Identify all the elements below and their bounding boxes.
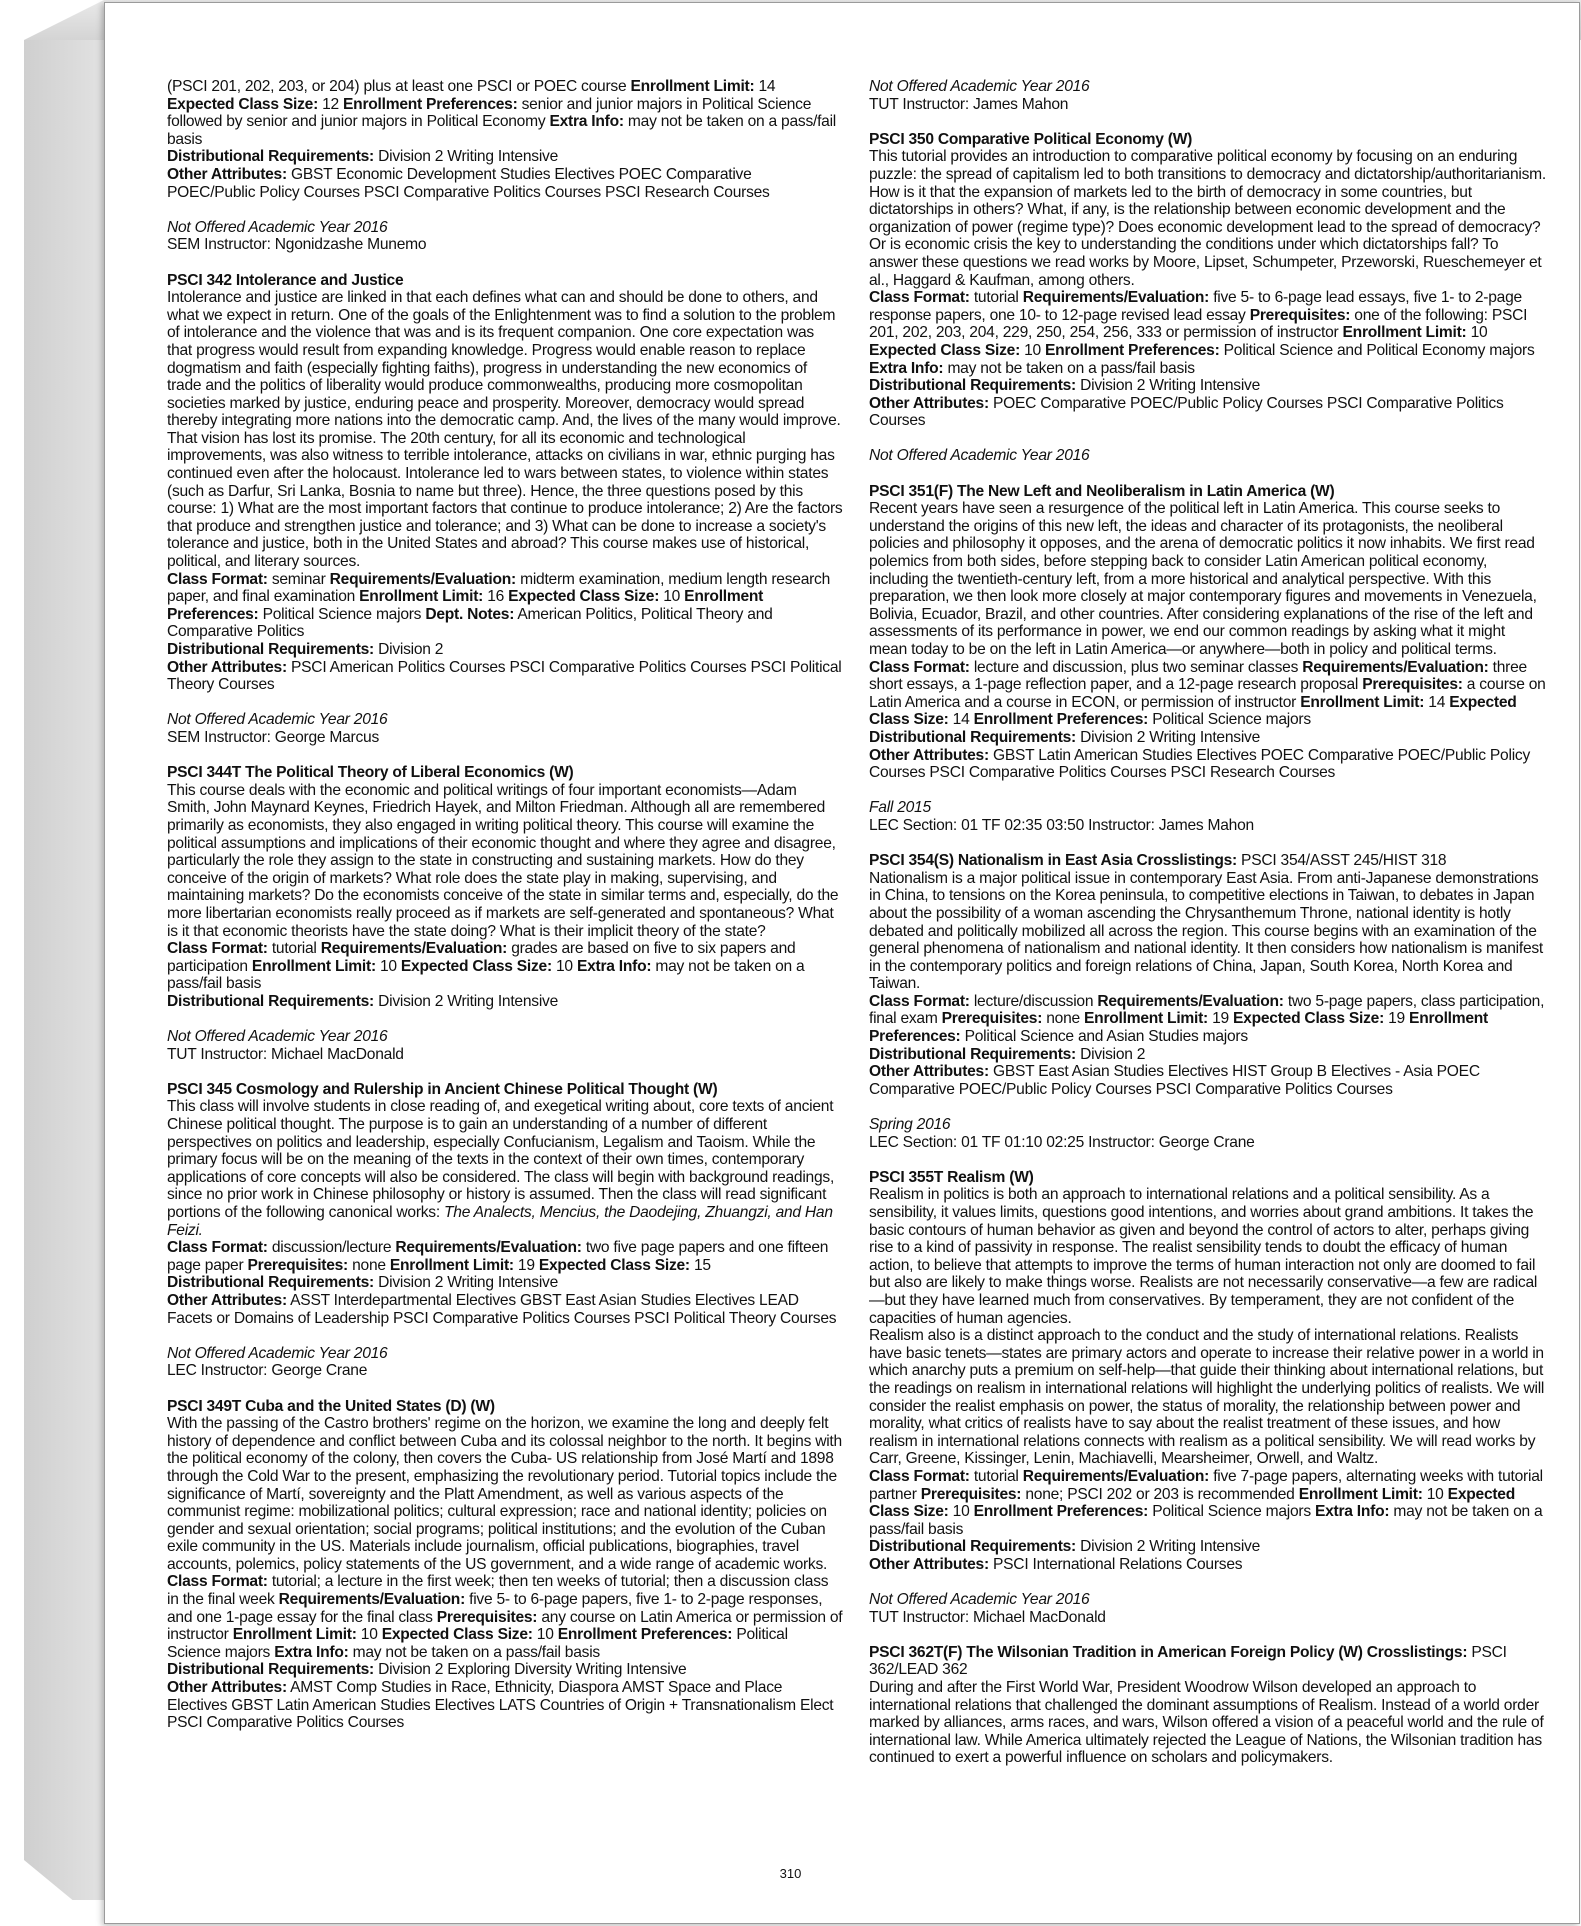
bold-text: Distributional Requirements: (869, 1045, 1077, 1063)
body-text: Political Science majors (1148, 711, 1311, 729)
bold-text: Prerequisites: (1249, 306, 1351, 324)
bold-text: Enrollment Limit: (389, 1256, 514, 1274)
body-text: PSCI 362/LEAD 362 (869, 1643, 1507, 1679)
body-text: seminar (267, 570, 330, 588)
bold-text: Class Format: (167, 1239, 268, 1257)
course-entry (167, 1028, 843, 1063)
entry-paragraph (869, 747, 1547, 782)
bold-text: Enrollment Preferences: (557, 1626, 733, 1644)
body-text: two five page papers and one fifteen page paper (167, 1239, 829, 1274)
bold-text: Expected Class Size: (400, 957, 552, 975)
entry-paragraph (869, 659, 1547, 729)
entry-paragraph (869, 729, 1547, 747)
body-text: tutorial (969, 1467, 1023, 1485)
bold-text: PSCI 345 Cosmology and Rulership in Ancient Chinese Political Thought (W) (167, 1080, 718, 1098)
body-text: GBST Economic Development Studies Electives POEC Comparative POEC/Public Policy Courses PSCI Comparative Politics Courses PSCI Research Courses (167, 165, 770, 201)
bold-text: Dept. Notes: (425, 605, 515, 623)
bold-text: Distributional Requirements: (869, 377, 1077, 395)
body-text: tutorial; a lecture in the first week; then ten weeks of tutorial; then a discussion class in the final week (167, 1573, 829, 1609)
entry-paragraph (167, 1046, 843, 1064)
body-text: may not be taken on a pass/fail basis (869, 1503, 1543, 1538)
body-text: may not be taken on a pass/fail basis (167, 957, 805, 993)
entry-paragraph (869, 817, 1547, 835)
entry-paragraph (869, 1556, 1547, 1574)
bold-text: Expected Class Size: (538, 1256, 690, 1274)
italic-text: Not Offered Academic Year 2016 (167, 1344, 388, 1362)
bold-text: Expected Class Size: (381, 1626, 533, 1644)
entry-paragraph (167, 1679, 843, 1732)
body-text: 10 (659, 588, 685, 606)
entry-paragraph (869, 799, 1547, 817)
entry-paragraph (869, 1538, 1547, 1556)
body-text: 10 (1422, 1485, 1448, 1503)
body-text: two 5-page papers, class participation, final exam (869, 992, 1545, 1028)
entry-paragraph (869, 1046, 1547, 1064)
bold-text: PSCI 354(S) Nationalism in East Asia Crosslistings: (869, 852, 1237, 870)
body-text: 19 (513, 1256, 539, 1274)
bold-text: Prerequisites: (941, 1010, 1043, 1028)
body-text: 10 (532, 1626, 558, 1644)
body-text: Intolerance and justice are linked in that each defines what can and should be done to others, and what we expect in return. One of the goals of the Enlightenment was to find a solution to the problem of intolerance and the violence that was and is its frequent companion. One core expectation was that progress would result from expanding knowledge. Progress would enable reason to replace dogmatism and faith (especially fighting faiths), progress in understanding the new economics of trade and the politics of liberality would produce commonwealths, producing more cosmopolitan societies marked by justice, enduring peace and prosperity. Moreover, democracy would spread thereby integrating more nations into the democratic camp. And, the lives of the many would improve. That vision has lost its promise. The 20th century, for all its economic and technological improvements, was also witness to terrible intolerance, attacks on civilians in war, ethnic purging has continued even after the holocaust. Intolerance led to wars between states, to violence within states (such as Darfur, Sri Lanka, Bosnia to name but three). Hence, the three questions posed by this course: 1) What are the most important factors that continue to produce intolerance; 2) Are the factors that produce and strengthen justice and tolerance; and 3) What can be done to increase a society's tolerance and justice, both in the United States and abroad? This course makes use of historical, political, and literary sources. (167, 289, 843, 571)
bold-text: Other Attributes: (869, 394, 989, 412)
body-text: PSCI International Relations Courses (988, 1555, 1243, 1573)
entry-paragraph (167, 219, 843, 237)
body-text: 19 (1384, 1010, 1410, 1028)
body-text: 10 (356, 1626, 382, 1644)
bold-text: Expected Class Size: (1233, 1010, 1385, 1028)
entry-paragraph (167, 1292, 843, 1327)
body-text: 10 (551, 957, 577, 975)
course-entry (167, 219, 843, 254)
body-text: may not be taken on a pass/fail basis (167, 113, 837, 148)
bold-text: Requirements/Evaluation: (395, 1239, 582, 1257)
bold-text: PSCI 351(F) The New Left and Neoliberalism in Latin America (W) (869, 482, 1335, 500)
body-text: Division 2 Writing Intensive (1076, 728, 1261, 746)
bold-text: Other Attributes: (167, 1679, 287, 1697)
entry-paragraph (167, 1415, 843, 1573)
body-text: Division 2 Writing Intensive (1076, 377, 1261, 395)
body-text: SEM Instructor: George Marcus (167, 728, 379, 746)
bold-text: Expected Class Size: (869, 693, 1517, 729)
bold-text: PSCI 350 Comparative Political Economy (W) (869, 130, 1193, 148)
body-text: five 7-page papers, alternating weeks with tutorial partner (869, 1467, 1543, 1503)
bold-text: Prerequisites: (920, 1485, 1022, 1503)
body-text: Division 2 (1076, 1045, 1146, 1063)
bold-text: Expected Class Size: (869, 1485, 1516, 1521)
body-text: none (1042, 1010, 1085, 1028)
entry-paragraph (167, 659, 843, 694)
bold-text: Enrollment Limit: (1084, 1010, 1208, 1028)
body-text: POEC Comparative POEC/Public Policy Courses PSCI Comparative Politics Courses (869, 394, 1504, 430)
bold-text: Enrollment Preferences: (973, 711, 1149, 729)
body-text: 14 (948, 711, 974, 729)
body-text: AMST Comp Studies in Race, Ethnicity, Diaspora AMST Space and Place Electives GBST Latin American Studies Electives LATS Countries of Origin + Transnationalism Elect PSCI Comparative Politics Courses (167, 1679, 834, 1732)
body-text: 10 (1020, 341, 1046, 359)
entry-paragraph (869, 1468, 1547, 1538)
entry-paragraph (869, 96, 1547, 114)
entry-paragraph (869, 1679, 1547, 1767)
bold-text: Expected Class Size: (869, 341, 1021, 359)
bold-text: Enrollment Limit: (1298, 1485, 1423, 1503)
bold-text: Class Format: (167, 940, 268, 958)
entry-paragraph (167, 993, 843, 1011)
bold-text: Extra Info: (576, 957, 652, 975)
bold-text: Requirements/Evaluation: (329, 570, 517, 588)
body-text: Division 2 Exploring Diversity Writing Intensive (374, 1661, 687, 1679)
body-text: may not be taken on a pass/fail basis (943, 359, 1195, 377)
bold-text: Other Attributes: (167, 165, 287, 183)
course-entry (167, 272, 843, 694)
bold-text: Requirements/Evaluation: (278, 1591, 466, 1609)
bold-text: Distributional Requirements: (869, 1538, 1077, 1556)
bold-text: Requirements/Evaluation: (1302, 658, 1489, 676)
entry-paragraph (167, 940, 843, 993)
body-text: tutorial (267, 940, 321, 958)
entry-paragraph (167, 78, 843, 148)
bold-text: Expected Class Size: (167, 95, 319, 113)
course-entry (167, 78, 843, 201)
body-text: This class will involve students in close reading of, and exegetical writing about, core texts of ancient Chinese political thought. The purpose is to gain an understanding of a number of different perspectives on politics and leadership, especially Confucianism, Legalism and Taoism. While the primary focus will be on the meaning of the texts in the context of their own times, contemporary applications of core concepts will also be considered. The class will begin with background readings, since no prior work in Chinese philosophy or history is assumed. Then the class will read significant portions of the following canonical works: (167, 1098, 835, 1221)
entry-paragraph (869, 500, 1547, 658)
body-text: lecture/discussion (969, 992, 1098, 1010)
body-text: 10 (375, 957, 401, 975)
entry-paragraph (869, 1609, 1547, 1627)
body-text: 14 (754, 78, 776, 95)
body-text: three short essays, a 1-page reflection paper, and a 12-page research proposal (869, 658, 1527, 694)
course-entry (869, 131, 1547, 430)
course-entry (869, 447, 1547, 465)
body-text: senior and junior majors in Political Science followed by senior and junior majors in Political Economy (167, 95, 812, 131)
bold-text: PSCI 355T Realism (W) (869, 1168, 1034, 1186)
body-text: grades are based on five to six papers and participation (167, 940, 796, 975)
italic-text: Not Offered Academic Year 2016 (167, 218, 388, 236)
entry-paragraph (167, 641, 843, 659)
italic-text: Spring 2016 (869, 1116, 951, 1134)
body-text: Division 2 Writing Intensive (1076, 1538, 1261, 1556)
entry-paragraph (167, 1362, 843, 1380)
body-text: one of the following: PSCI 201, 202, 203, 204, 229, 250, 254, 256, 333 or permission of instructor (869, 306, 1528, 342)
entry-paragraph (167, 272, 843, 290)
body-text: (PSCI 201, 202, 203, or 204) plus at least one PSCI or POEC course (167, 78, 631, 95)
bold-text: Distributional Requirements: (167, 148, 375, 166)
body-text: none (348, 1256, 390, 1274)
entry-paragraph (869, 1644, 1547, 1679)
entry-paragraph (167, 1028, 843, 1046)
bold-text: Enrollment Preferences: (167, 588, 764, 623)
bold-text: Other Attributes: (869, 746, 989, 764)
body-text: Division 2 (374, 641, 444, 658)
body-text: This course deals with the economic and political writings of four important economists—Adam Smith, John Maynard Keynes, Friedrich Hayek, and Milton Friedman. Although all are remembered primarily as economists, they also engaged in writing political theory. This course will examine the political assumptions and implications of their economic thought and where they agree and disagree, particularly the role they assign to the state in constructing and sustaining markets. How do they conceive of the origin of markets? What role does the state play in making, supervising, and maintaining markets? Do the economists conceive of the state in similar terms and, especially, do the more libertarian economists really proceed as if markets are self-generated and spontaneous? What is it that economic theorists have the state doing? What is their implicit theory of the state? (167, 781, 839, 940)
bold-text: PSCI 344T The Political Theory of Liberal Economics (W) (167, 764, 574, 782)
body-text: TUT Instructor: James Mahon (869, 95, 1069, 113)
body-text: Division 2 Writing Intensive (374, 992, 559, 1010)
entry-paragraph (167, 764, 843, 782)
body-text: 12 (318, 95, 344, 113)
bold-text: Extra Info: (869, 359, 944, 377)
bold-text: Other Attributes: (167, 1291, 287, 1309)
body-text: 10 (1466, 324, 1488, 342)
course-entry (869, 852, 1547, 1098)
body-text: five 5- to 6-page lead essays, five 1- to 2-page response papers, one 10- to 12-page revised lead essay (869, 289, 1522, 324)
body-text: Political Science majors (167, 1626, 788, 1661)
course-entry (167, 711, 843, 746)
entry-paragraph (869, 447, 1547, 465)
body-text: any course on Latin America or permission of instructor (167, 1608, 843, 1644)
bold-text: Enrollment Preferences: (869, 1010, 1488, 1046)
body-text: none; PSCI 202 or 203 is recommended (1021, 1485, 1299, 1503)
italic-text: Not Offered Academic Year 2016 (869, 447, 1090, 465)
entry-paragraph (167, 1081, 843, 1099)
bold-text: Class Format: (869, 658, 970, 676)
bold-text: Enrollment Limit: (232, 1626, 357, 1644)
body-text: ASST Interdepartmental Electives GBST East Asian Studies Electives LEAD Facets or Domains of Leadership PSCI Comparative Politics Courses PSCI Political Theory Courses (167, 1291, 837, 1327)
body-text: This tutorial provides an introduction to comparative political economy by focusing on an enduring puzzle: the spread of capitalism led to both transitions to democracy and dictatorship/authoritarianism. How is it that the expansion of markets led to the birth of democracy in some countries, but dictatorships in others? What, if any, is the relationship between economic development and the organization of power (regime type)? Does economic development lead to the spread of democracy? Or is economic crisis the key to understanding the conditions under which dictatorships fall? To answer these questions we read works by Moore, Lipset, Schumpeter, Przeworski, Rueschemeyer et al., Haggard & Kaufman, among others. (869, 148, 1546, 289)
left-column (167, 78, 843, 1749)
body-text: With the passing of the Castro brothers' regime on the horizon, we examine the long and deeply felt history of dependence and conflict between Cuba and its colossal neighbor to the north. It begins with the political economy of the colony, then covers the Cuba- US relationship from José Martí and 1898 through the Cold War to the present, emphasizing the revolutionary period. Tutorial topics include the significance of Martí, sovereignty and the Platt Amendment, as well as various aspects of the communist regime: mobilizational politics; cultural expression; race and national identity; policies on gender and sexual orientation; social programs; political institutions; and the evolution of the Cuban exile community in the US. Materials include journalism, official publications, biographies, travel accounts, polemics, policy statements of the US government, and a wide range of academic works. (167, 1415, 842, 1573)
entry-paragraph (167, 711, 843, 729)
body-text: 14 (1424, 693, 1450, 711)
course-entry (869, 483, 1547, 782)
course-entry (869, 1116, 1547, 1151)
course-entry (167, 1081, 843, 1327)
body-text: 15 (689, 1256, 711, 1274)
bold-text: PSCI 362T(F) The Wilsonian Tradition in American Foreign Policy (W) Crosslistings: (869, 1643, 1468, 1661)
bold-text: Requirements/Evaluation: (1022, 1467, 1210, 1485)
binding-left-edge (24, 40, 104, 1900)
body-text: LEC Instructor: George Crane (167, 1362, 368, 1380)
right-column (869, 78, 1547, 1785)
bold-text: Enrollment Limit: (251, 957, 376, 975)
italic-text: The Analects, Mencius, the Daodejing, Zhuangzi, and Han Feizi. (167, 1204, 833, 1239)
body-text: Division 2 Writing Intensive (374, 1274, 559, 1292)
bold-text: Enrollment Limit: (1300, 693, 1425, 711)
body-text: GBST Latin American Studies Electives POEC Comparative POEC/Public Policy Courses PSCI Comparative Politics Courses PSCI Research Courses (869, 746, 1530, 782)
bold-text: Enrollment Preferences: (1045, 341, 1220, 359)
body-text: GBST East Asian Studies Electives HIST Group B Electives - Asia POEC Comparative POEC/Public Policy Courses PSCI Comparative Politics Courses (869, 1063, 1480, 1098)
bold-text: Enrollment Preferences: (973, 1503, 1149, 1521)
entry-paragraph (167, 1274, 843, 1292)
bold-text: Distributional Requirements: (869, 728, 1077, 746)
entry-paragraph (167, 166, 843, 201)
bold-text: PSCI 342 Intolerance and Justice (167, 271, 404, 289)
body-text: five 5- to 6-page papers, five 1- to 2-page responses, and one 1-page essay for the final class (167, 1591, 823, 1626)
entry-paragraph (167, 1239, 843, 1274)
bold-text: Enrollment Limit: (1342, 324, 1467, 342)
body-text: Realism in politics is both an approach to international relations and a political sensibility. As a sensibility, it values limits, questions good intentions, and worries about grand ambitions. It takes the basic contours of human behavior as given and beyond the control of actors to alter, perhaps giving rise to a kind of passivity in response. The realist sensibility tends to doubt the efficacy of human action, to believe that attempts to improve the terms of human interaction not only are doomed to fail but also are likely to make things worse. Realists are not necessarily conservative—a few are radical—but they have learned much from conservatives. By temperament, they are not confident of the capacities of human agencies. (869, 1186, 1538, 1327)
entry-paragraph (869, 1116, 1547, 1134)
body-text: midterm examination, medium length research paper, and final examination (167, 570, 831, 606)
body-text: discussion/lecture (267, 1239, 396, 1257)
entry-paragraph (869, 870, 1547, 993)
course-entry (869, 1169, 1547, 1574)
bold-text: Distributional Requirements: (167, 1274, 375, 1292)
entry-paragraph (167, 148, 843, 166)
entry-paragraph (869, 289, 1547, 377)
course-entry (869, 1591, 1547, 1626)
bold-text: Other Attributes: (167, 658, 287, 676)
body-text: 10 (948, 1503, 974, 1521)
body-text: a course on Latin America and a course in ECON, or permission of instructor (869, 676, 1546, 711)
body-text: TUT Instructor: Michael MacDonald (167, 1045, 404, 1063)
bold-text: Prerequisites: (436, 1608, 538, 1626)
body-text: lecture and discussion, plus two seminar classes (969, 658, 1303, 676)
body-text: During and after the First World War, President Woodrow Wilson developed an approach to international relations that challenged the dominant assumptions of Realism. Instead of a world order marked by alliances, arms races, and wars, Wilson offered a vision of a peaceful world and the rule of international law. While America ultimately rejected the League of Nations, the Wilsonian tradition has continued to exert a powerful influence on scholars and policymakers. (869, 1679, 1544, 1767)
bold-text: Extra Info: (1314, 1503, 1390, 1521)
bold-text: Distributional Requirements: (167, 1661, 375, 1679)
body-text: Realism also is a distinct approach to the conduct and the study of international relations. Realists have basic tenets—states are primary actors and operate to increase their relative power in a world in which anarchy puts a premium on self-help—that guide their thinking about international relations, but the readings on realism in international relations will highlight the underlying politics of realists. We will consider the realist emphasis on power, the status of morality, the relationship between power and morality, what critics of realists have to say about the realist treatment of these issues, and how realism in international relations connects with realism as a political sensibility. We will read works by Carr, Greene, Kissinger, Lenin, Machiavelli, Mearsheimer, Orwell, and Waltz. (869, 1327, 1545, 1468)
entry-paragraph (869, 395, 1547, 430)
bold-text: Expected Class Size: (508, 588, 660, 606)
body-text: LEC Section: 01 TF 02:35 03:50 Instructor: James Mahon (869, 816, 1254, 834)
page-number: 310 (779, 1866, 802, 1881)
bold-text: Prerequisites: (1362, 676, 1463, 694)
bold-text: Other Attributes: (869, 1063, 989, 1081)
bold-text: Distributional Requirements: (167, 641, 375, 658)
body-text: 16 (483, 588, 509, 606)
body-text: tutorial (969, 289, 1023, 307)
bold-text: Enrollment Limit: (630, 78, 755, 95)
body-text: Nationalism is a major political issue in contemporary East Asia. From anti-Japanese demonstrations in China, to tensions on the Korea peninsula, to competitive elections in Taiwan, to debates in Japan about the possibility of a woman ascending the Chrysanthemum Throne, national identity is hotly debated and politically mobilized all across the region. This course begins with an examination of the general phenomena of nationalism and national identity. It then considers how nationalism is manifest in the contemporary politics and foreign relations of China, Japan, South Korea, North Korea and Taiwan. (869, 869, 1543, 993)
body-text: Political Science and Asian Studies majors (960, 1028, 1248, 1046)
bold-text: Requirements/Evaluation: (1022, 289, 1210, 307)
bold-text: Class Format: (869, 289, 970, 307)
body-text: Political Science majors (1148, 1503, 1315, 1521)
entry-paragraph (869, 1134, 1547, 1152)
bold-text: Other Attributes: (869, 1555, 989, 1573)
entry-paragraph (167, 1661, 843, 1679)
entry-paragraph (167, 1573, 843, 1661)
entry-paragraph (869, 1186, 1547, 1327)
body-text: Recent years have seen a resurgence of the political left in Latin America. This course seeks to understand the origins of this new left, the ideas and character of its protagonists, the neoliberal policies and philosophy it opposes, and the arena of democratic politics it now inhabits. We first read polemics from both sides, before stepping back to consider Latin American political economy, including the twentieth-century left, from a more historical and analytical perspective. With this preparation, we then look more closely at major contemporary figures and movements in Venezuela, Bolivia, Ecuador, Brazil, and other countries. After considering explanations of the rise of the left and assessments of its performance in power, we end our common readings by asking what it might mean today to be on the left in Latin America—or anywhere—both in policy and political terms. (869, 500, 1537, 658)
body-text: Political Science majors (258, 605, 426, 623)
entry-paragraph (869, 993, 1547, 1046)
entry-paragraph (869, 483, 1547, 501)
body-text: Political Science and Political Economy majors (1219, 341, 1535, 359)
course-entry (167, 1345, 843, 1380)
italic-text: Not Offered Academic Year 2016 (167, 1028, 388, 1046)
entry-paragraph (167, 289, 843, 571)
body-text: 19 (1208, 1010, 1234, 1028)
bold-text: Enrollment Limit: (359, 588, 484, 606)
course-entry (167, 764, 843, 1010)
italic-text: Not Offered Academic Year 2016 (869, 1591, 1090, 1609)
body-text: SEM Instructor: Ngonidzashe Munemo (167, 236, 427, 254)
entry-paragraph (167, 782, 843, 940)
bold-text: Enrollment Preferences: (343, 95, 518, 113)
entry-paragraph (869, 377, 1547, 395)
body-text: PSCI 354/ASST 245/HIST 318 (1236, 852, 1447, 870)
italic-text: Not Offered Academic Year 2016 (167, 711, 388, 729)
course-entry (167, 1398, 843, 1732)
bold-text: Class Format: (167, 570, 268, 588)
entry-paragraph (167, 1398, 843, 1416)
entry-paragraph (167, 729, 843, 747)
body-text: PSCI American Politics Courses PSCI Comparative Politics Courses PSCI Political Theory Courses (167, 658, 842, 694)
body-text: American Politics, Political Theory and Comparative Politics (167, 605, 773, 641)
entry-paragraph (167, 236, 843, 254)
entry-paragraph (869, 1591, 1547, 1609)
entry-paragraph (167, 1345, 843, 1363)
bold-text: Requirements/Evaluation: (1097, 992, 1284, 1010)
entry-paragraph (869, 1063, 1547, 1098)
body-text: may not be taken on a pass/fail basis (348, 1643, 600, 1661)
bold-text: Distributional Requirements: (167, 992, 375, 1010)
entry-paragraph (167, 571, 843, 641)
bold-text: Class Format: (869, 1467, 970, 1485)
body-text: LEC Section: 01 TF 01:10 02:25 Instructor: George Crane (869, 1133, 1255, 1151)
italic-text: Fall 2015 (869, 799, 931, 817)
body-text: Division 2 Writing Intensive (374, 148, 559, 166)
entry-paragraph (869, 78, 1547, 96)
bold-text: PSCI 349T Cuba and the United States (D) (W) (167, 1397, 495, 1415)
entry-paragraph (869, 148, 1547, 289)
italic-text: Not Offered Academic Year 2016 (869, 78, 1090, 95)
course-entry (869, 799, 1547, 834)
bold-text: Prerequisites: (247, 1256, 349, 1274)
entry-paragraph (869, 131, 1547, 149)
course-entry (869, 78, 1547, 113)
entry-paragraph (869, 852, 1547, 870)
entry-paragraph (869, 1169, 1547, 1187)
bold-text: Extra Info: (274, 1643, 349, 1661)
bold-text: Extra Info: (549, 113, 624, 131)
bold-text: Requirements/Evaluation: (320, 940, 508, 958)
entry-paragraph (869, 1327, 1547, 1468)
bold-text: Class Format: (869, 992, 970, 1010)
body-text: TUT Instructor: Michael MacDonald (869, 1608, 1106, 1626)
course-entry (869, 1644, 1547, 1767)
bold-text: Class Format: (167, 1573, 268, 1591)
entry-paragraph (167, 1098, 843, 1239)
